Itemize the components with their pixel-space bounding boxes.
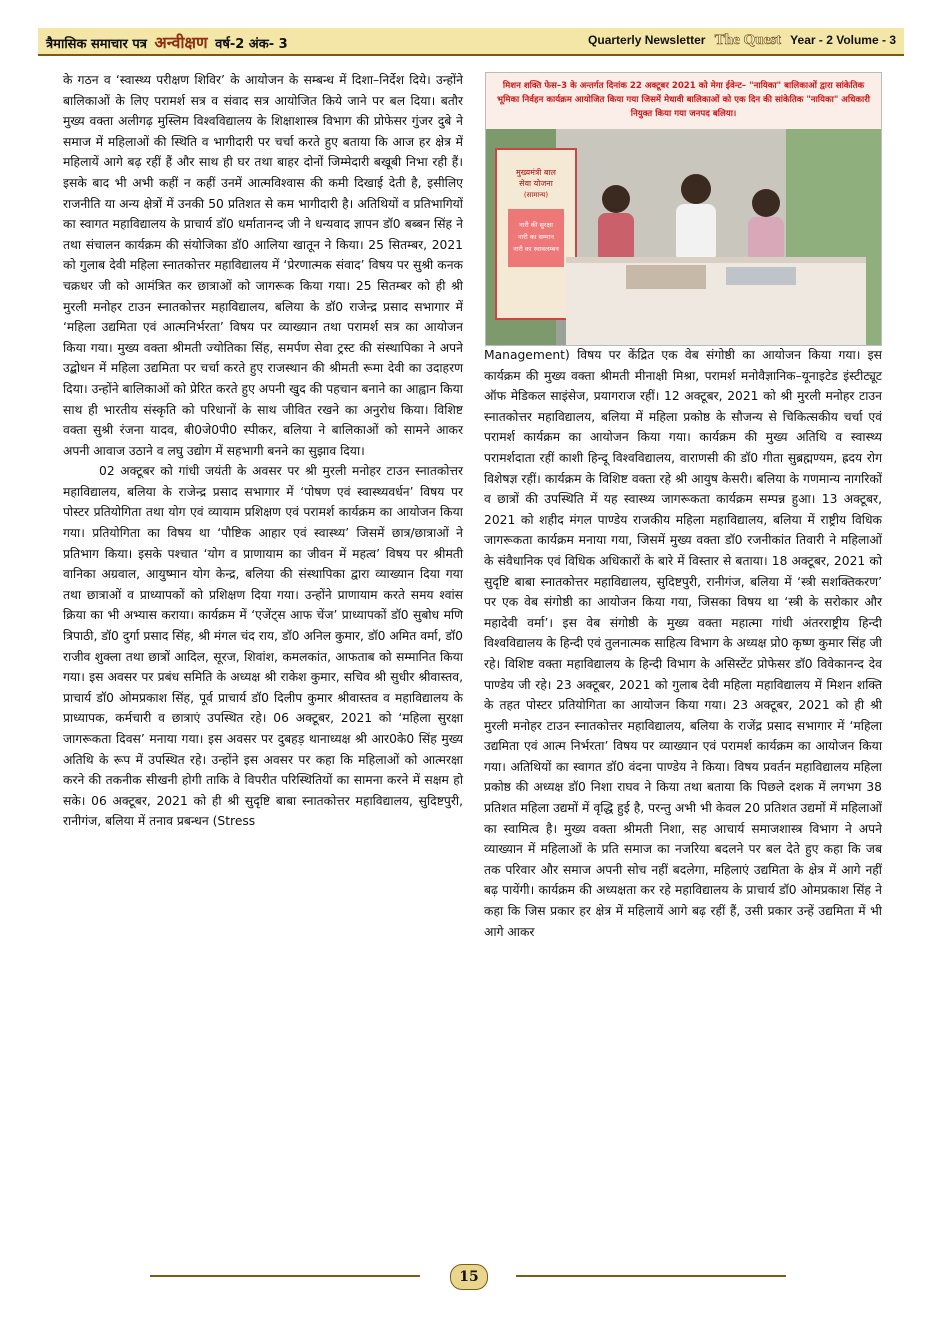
banner-line-1: मुख्यमंत्री बाल <box>516 168 556 177</box>
person-right <box>748 189 784 263</box>
footer-rule-right <box>516 1275 786 1277</box>
header-english-meta: Year - 2 Volume - 3 <box>790 33 896 47</box>
header-hindi-meta: वर्ष-2 अंक- 3 <box>215 37 288 52</box>
event-photo <box>485 72 882 346</box>
board-line-3: नारी का स्वावलम्बन <box>513 245 559 253</box>
banner-line-2: सेवा योजना <box>519 179 553 188</box>
laptop <box>726 267 796 285</box>
right-column <box>484 345 882 942</box>
person-left <box>598 185 634 263</box>
board-line-2: नारी का सम्मान <box>518 233 554 241</box>
header-english <box>588 32 896 49</box>
board-line-1: नारी की सुरक्षा <box>519 221 553 229</box>
left-column <box>63 70 463 832</box>
header-english-prefix: Quarterly Newsletter <box>588 33 706 47</box>
page-number: 15 <box>450 1264 488 1290</box>
page-footer <box>150 1264 786 1288</box>
right-paragraph-1: Management) विषय पर केंद्रित एक वेब संगोष्ठी का आयोजन किया गया। इस कार्यक्रम की मुख्य वक्ता श्रीमती मीनाक्षी मिश्रा, परामर्श मनोवैज्ञानिक–यूनाइटेड इंस्टीट्यूट ऑफ मेडिकल साइंसेज, प्रयागराज रहीं। 12 अक्टूबर, 2021 को श्री मुरली मनोहर टाउन स्नातकोत्तर महाविद्यालय, बलिया में महिला प्रकोष्ठ के सौजन्य से चिकित्सकीय चर्चा एवं परामर्श कार्यक्रम का आयोजन किया गया। कार्यक्रम की मुख्य अतिथि व स्वास्थ्य परामर्शदाता रहीं काशी हिन्दू विश्वविद्यालय, वाराणसी की डॉ0 गीता सुब्रह्मण्यम, ह्रदय रोग विशेषज्ञ रहीं। कार्यक्रम के विशिष्ट वक्ता रहे श्री आयुष केसरी। बलिया के गणमान्य नागरिकों व छात्रों की उपस्थिति में यह स्वास्थ्य जागरूकता कार्यक्रम सम्पन्न हुआ। 13 अक्टूबर, 2021 को शहीद मंगल पाण्डेय राजकीय महिला महाविद्यालय, बलिया में राष्ट्रीय विधिक जागरूकता कार्यक्रम मनाया गया, जिसमें मुख्य वक्ता डॉ0 रजनीकांत तिवारी ने महिलाओं के संवैधानिक एवं विधिक अधिकारों के बारे में विस्तार से बताया। 18 अक्टूबर, 2021 को सुदृष्टि बाबा स्नातकोत्तर महाविद्यालय, सुदिष्टपुरी, रानीगंज, बलिया में ‘स्त्री सशक्तिकरण’ पर एक वेब संगोष्ठी का आयोजन किया गया, जिसका विषय था ‘स्त्री के सरोकार और महादेवी वर्मा’। इस वेब संगोष्ठी के मुख्य वक्ता महात्मा गांधी अंतरराष्ट्रीय हिन्दी विश्वविद्यालय के हिन्दी एवं तुलनात्मक साहित्य विभाग के अध्यक्ष प्रो0 कृष्ण कुमार सिंह जी रहे। विशिष्ट वक्ता महाविद्यालय के हिन्दी विभाग के असिस्टेंट प्रोफेसर डॉ0 विवेकानन्द देव पाण्डेय जी रहे। 23 अक्टूबर, 2021 को गुलाब देवी महिला महाविद्यालय में मिशन शक्ति के तहत पोस्टर प्रतियोगिता का आयोजन किया गया। 23 अक्टूबर, 2021 को ही श्री मुरली मनोहर टाउन स्नातकोत्तर महाविद्यालय, बलिया के राजेंद्र प्रसाद सभागार में ‘महिला उद्यमिता एवं आत्म निर्भरता’ विषय पर व्याख्यान एवं परामर्श कार्यक्रम का आयोजन किया गया। अतिथियों का स्वागत डॉ0 वंदना पाण्डेय ने किया। विषय प्रवर्तन महाविद्यालय महिला प्रकोष्ठ की अध्यक्ष डॉ0 निशा राघव ने किया तथा बताया कि पिछले दशक में लगभग 38 प्रतिशत महिला उद्यमों में वृद्धि हुई है, परन्तु अभी भी केवल 20 प्रतिशत उद्यमों में महिलाओं का स्वामित्व है। मुख्य वक्ता श्रीमती निशा, सह आचार्य समाजशास्त्र विभाग ने अपने व्याख्यान में महिलाओं के प्रति समाज का नजरिया बदलने पर बल देते हुए कहा कि जब तक परिवार और समाज अपनी सोच नहीं बदलेगा, महिलाएं उद्यमिता के क्षेत्र में आगे नहीं बढ़ पायेंगी। कार्यक्रम की अध्यक्षता कर रहे महाविद्यालय के प्राचार्य डॉ0 ओमप्रकाश सिंह ने कहा कि जिस प्रकार हर क्षेत्र में महिलायें आगे बढ़ रहीं हैं, उसी प्रकार उन्हें उद्यमिता में भी आगे आकर <box>484 348 882 939</box>
person-center <box>676 174 716 262</box>
left-paragraph-1: के गठन व ‘स्वास्थ्य परीक्षण शिविर’ के आयोजन के सम्बन्ध में दिशा–निर्देश दिये। उन्होंने बालिकाओं के लिए परामर्श सत्र व संवाद सत्र आयोजित किये जाने पर बल दिया। बतौर मुख्य वक्ता अलीगढ़ मुस्लिम विश्वविद्यालय के शिक्षाशास्त्र विभाग की प्रोफेसर गुंजर दुबे ने समाज में महिलाओं की स्थिति व भागीदारी पर चर्चा करते हुए बताया कि आज हर क्षेत्र में महिलायें आगे बढ़ रहीं हैं और साथ ही घर तथा बाहर दोनों जिम्मेदारी बखूबी निभा रही हैं। इसके बाद भी अभी कहीं न कहीं उनमें आत्मविश्वास की कमी दिखाई देती है, इसीलिए राजनीति या अन्य क्षेत्रों में उनकी 50 प्रतिशत से कम भागीदारी है। अतिथियों व प्रतिभागियों का स्वागत महाविद्यालय के प्राचार्य डॉ0 धर्मातानन्द जी ने धन्यवाद ज्ञापन डॉ0 बब्बन सिंह ने तथा संचालन कार्यक्रम की संयोजिका डॉ0 आलिया खातून ने किया। 25 सितम्बर, 2021 को गुलाब देवी महिला स्नातकोत्तर महाविद्यालय में ‘प्रेरणात्मक संवाद’ विषय पर सुश्री कनक चक्रधर जी को आमंत्रित कर छात्राओं को जागरूक किया गया। 25 सितम्बर को ही श्री मुरली मनोहर टाउन स्नातकोत्तर महाविद्यालय, बलिया के डॉ0 राजेन्द्र प्रसाद सभागार में ‘महिला उद्यमिता एवं आत्मनिर्भरता’ विषय पर व्याख्यान तथा परामर्श सत्र का आयोजन किया गया। मुख्य वक्ता श्रीमती ज्योतिका सिंह, समर्पण सेवा ट्रस्ट की संस्थापिका ने अपने उद्बोधन में महिला उद्यमिता पर चर्चा करते हुए राजस्थान की श्रीमती रूमा देवी का उदाहरण दिया। उन्होंने बालिकाओं को प्रेरित करते हुए अपनी खुद की पहचान बनाने का आह्वान किया साथ ही भारतीय संस्कृति को परिधानों के साथ जीवित रखने का अनुरोध किया। विशिष्ट वक्ता सुश्री रंजना यादव, बी0जे0पी0 स्पीकर, बलिया ने बालिकाओं को सामने आकर अपनी आवाज उठाने व लघु उद्योग में सहभागी बनने का सुझाव दिया। <box>63 73 463 458</box>
header-hindi-brand: अन्वीक्षण <box>154 33 208 52</box>
header-hindi <box>46 31 288 53</box>
footer-rule-left <box>150 1275 420 1277</box>
header-english-brand: The Quest <box>714 32 782 48</box>
banner-line-3: (सामान्य) <box>523 191 549 199</box>
header-hindi-prefix: त्रैमासिक समाचार पत्र <box>46 37 147 52</box>
photo-caption: मिशन शक्ति फेस–3 के अन्तर्गत दिनांक 22 अक्टूबर 2021 को मेगा ईवेन्ट– "नायिका" बालिकाओं द्वारा सांकेतिक भूमिका निर्वहन कार्यक्रम आयोजित किया गया जिसमें मेधावी बालिकाओं को एक दिन की सांकेतिक "नायिका" अधिकारी नियुक्त किया गया जनपद बलिया। <box>486 73 881 129</box>
table <box>566 257 866 345</box>
table-item <box>626 265 706 289</box>
left-paragraph-2: 02 अक्टूबर को गांधी जयंती के अवसर पर श्री मुरली मनोहर टाउन स्नातकोत्तर महाविद्यालय, बलिया के राजेन्द्र प्रसाद सभागार में ‘पोषण एवं स्वास्थ्यवर्धन’ विषय पर पोस्टर प्रतियोगिता तथा योग एवं व्यायाम प्रशिक्षण एवं परामर्श कार्यक्रम का आयोजन किया गया। प्रतियोगिता का विषय था ‘पौष्टिक आहार एवं स्वास्थ्य’ जिसमें छात्र/छात्राओं ने प्रतिभाग किया। इसके पश्चात ‘योग व प्राणायाम का जीवन में महत्व’ विषय पर श्रीमती वानिका अग्रवाल, आयुष्मान योग केन्द्र, बलिया की संस्थापिका द्वारा व्याख्यान दिया गया तथा छात्राओं व प्राध्यापकों को प्रशिक्षण दिया गया। उन्होंने प्राणायाम करते समय श्वांस क्रिया का भी अभ्यास कराया। कार्यक्रम में ‘एजेंट्स आफ चेंज’ प्राध्यापकों डॉ0 सुबोध मणि त्रिपाठी, डॉ0 दुर्गा प्रसाद सिंह, श्री मंगल चंद राय, डॉ0 अनिल कुमार, डॉ0 अमित वर्मा, डॉ0 राजीव शुक्ला तथा छात्रों आदिल, सूरज, शिवांश, कमलकांत, आफताब को सम्मानित किया गया। इस अवसर पर प्रबंध समिति के अध्यक्ष श्री राकेश कुमार, सचिव श्री सुधीर श्रीवास्तव, प्राचार्य डॉ0 ओमप्रकाश सिंह, पूर्व प्राचार्य डॉ0 दिलीप कुमार श्रीवास्तव व महाविद्यालय के प्राध्यापक, कर्मचारी व छात्राएं उपस्थित रहे। 06 अक्टूबर, 2021 को ‘महिला सुरक्षा जागरूकता दिवस’ मनाया गया। इस अवसर पर दुबहड़ थानाध्यक्ष श्री आर0के0 सिंह मुख्य अतिथि के रूप में उपस्थित रहे। उन्होंने इस अवसर पर कहा कि महिलाओं को आत्मरक्षा करने की तकनीक सीखनी होगी ताकि वे विपरीत परिस्थितियों का सामना करने में सक्षम हो सके। 06 अक्टूबर, 2021 को ही श्री सुदृष्टि बाबा स्नातकोत्तर महाविद्यालय, सुदिष्टपुरी, रानीगंज, बलिया में तनाव प्रबन्धन (Stress <box>63 464 463 829</box>
page-header <box>38 28 904 56</box>
event-photo-scene <box>486 129 881 345</box>
